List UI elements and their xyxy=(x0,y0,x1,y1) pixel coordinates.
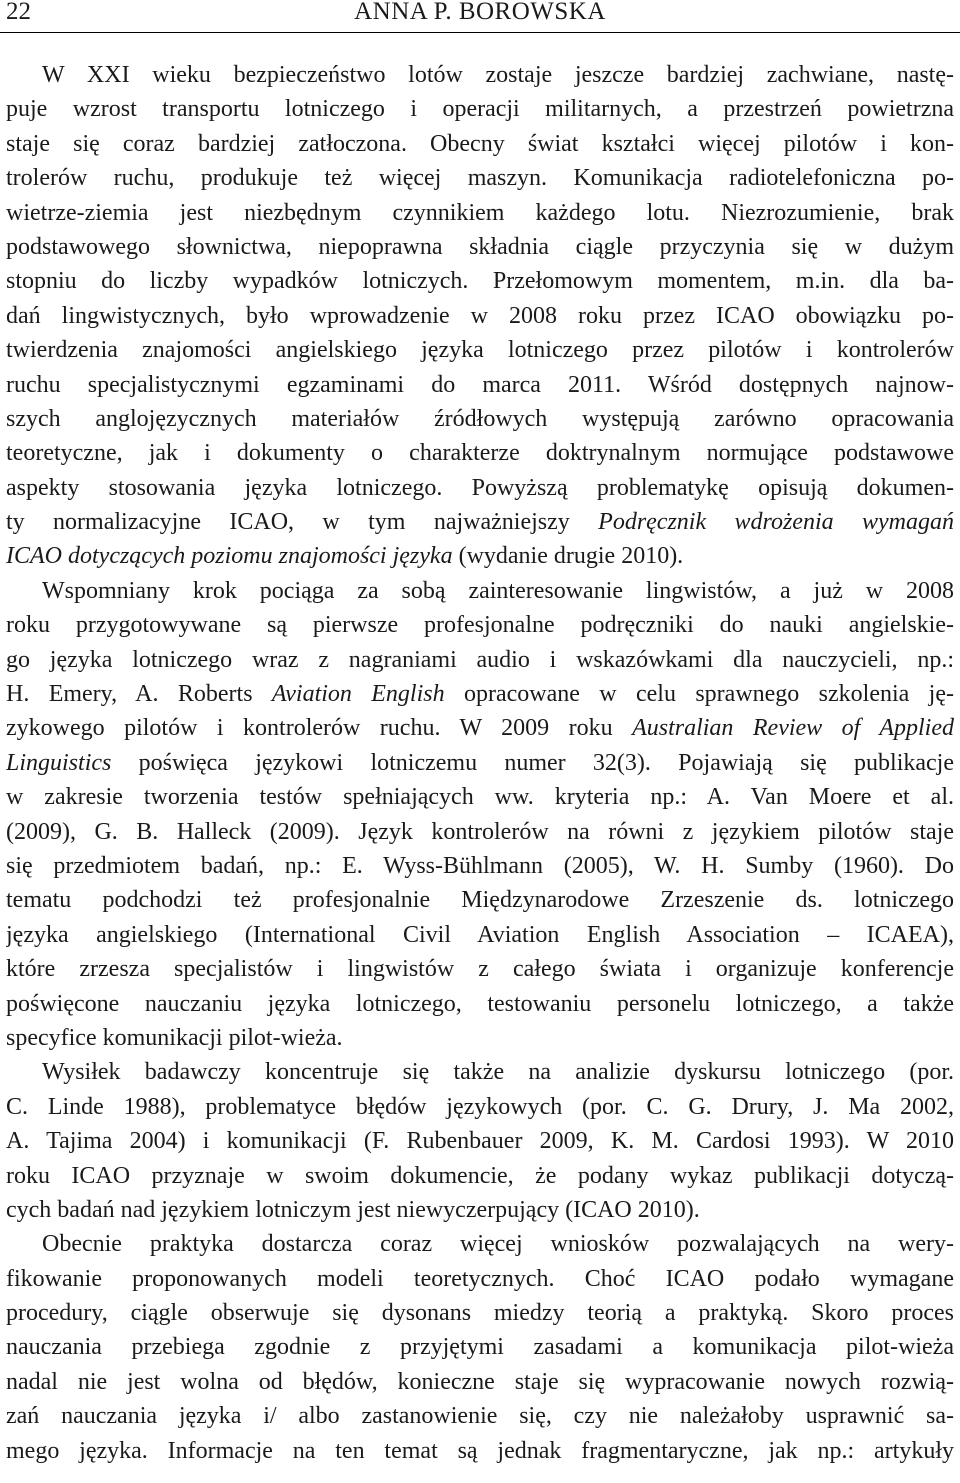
text-line xyxy=(6,608,954,642)
text-line xyxy=(6,92,954,126)
text-line xyxy=(6,677,954,711)
text-line xyxy=(6,883,954,917)
text-span: tematu podchodzi też profesjonalnie Międzynarodowe Zrzeszenie ds. lotniczego xyxy=(6,887,954,914)
text-line xyxy=(6,127,954,161)
italic-title: Australian Review of Applied xyxy=(632,715,954,742)
text-line xyxy=(6,1090,954,1124)
text-line xyxy=(6,1434,954,1468)
text-line xyxy=(6,643,954,677)
body-text xyxy=(6,58,954,1468)
text-line xyxy=(6,1399,954,1433)
text-line xyxy=(6,436,954,470)
text-span: mego języka. Informacje na ten temat są jednak fragmentaryczne, jak np.: artykuły xyxy=(6,1437,954,1464)
page-number: 22 xyxy=(6,0,31,25)
text-span: puje wzrost transportu lotniczego i operacji militarnych, a przestrzeń powietrzna xyxy=(6,96,954,123)
text-line xyxy=(6,368,954,402)
text-line xyxy=(6,58,954,92)
text-span: twierdzenia znajomości angielskiego języka lotniczego przez pilotów i kontrolerów xyxy=(6,337,954,364)
text-span: dań lingwistycznych, było wprowadzenie w 2008 roku przez ICAO obowiązku po- xyxy=(6,302,954,329)
text-line xyxy=(6,1124,954,1158)
text-line xyxy=(6,1227,954,1261)
italic-title: Podręcznik wdrożenia wymagań xyxy=(598,509,954,536)
text-line xyxy=(6,539,954,573)
text-line xyxy=(6,1021,954,1055)
text-span: w zakresie tworzenia testów spełniających ww. kryteria np.: A. Van Moere et al. xyxy=(6,784,954,811)
text-span: opracowane w celu sprawnego szkolenia ję- xyxy=(444,681,954,708)
text-span: procedury, ciągle obserwuje się dysonans miedzy teorią a praktyką. Skoro proces xyxy=(6,1300,954,1327)
text-line xyxy=(6,196,954,230)
text-line xyxy=(6,918,954,952)
text-span: roku przygotowywane są pierwsze profesjonalne podręczniki do nauki angielskie- xyxy=(6,612,954,639)
text-span: roku ICAO przyznaje w swoim dokumencie, że podany wykaz publikacji dotyczą- xyxy=(6,1162,954,1189)
text-span: Wysiłek badawczy koncentruje się także na analizie dyskursu lotniczego (por. xyxy=(42,1059,954,1086)
text-span: H. Emery, A. Roberts xyxy=(6,681,272,708)
text-line xyxy=(6,505,954,539)
text-line xyxy=(6,1159,954,1193)
text-span: aspekty stosowania języka lotniczego. Powyższą problematykę opisują dokumen- xyxy=(6,474,954,501)
text-line xyxy=(6,333,954,367)
text-line xyxy=(6,746,954,780)
text-span: W XXI wieku bezpieczeństwo lotów zostaje jeszcze bardziej zachwiane, nastę- xyxy=(42,62,954,88)
text-line xyxy=(6,815,954,849)
text-span: A. Tajima 2004) i komunikacji (F. Rubenbauer 2009, K. M. Cardosi 1993). W 2010 xyxy=(6,1128,954,1155)
italic-title: ICAO dotyczących poziomu znajomości języka xyxy=(6,543,453,570)
text-span: ty normalizacyjne ICAO, w tym najważniejszy xyxy=(6,509,599,536)
text-line xyxy=(6,1262,954,1296)
text-span: (wydanie drugie 2010). xyxy=(452,543,684,570)
text-line xyxy=(6,1296,954,1330)
text-span: podstawowego słownictwa, niepoprawna składnia ciągle przyczynia się w dużym xyxy=(6,233,954,260)
text-span: cych badań nad językiem lotniczym jest niewyczerpujący (ICAO 2010). xyxy=(6,1196,700,1223)
text-line xyxy=(6,780,954,814)
page-header xyxy=(0,0,960,33)
text-line xyxy=(6,1365,954,1399)
text-span: nadal nie jest wolna od błędów, konieczne staje się wypracowanie nowych rozwią- xyxy=(6,1368,954,1395)
text-line xyxy=(6,1330,954,1364)
text-span: się przedmiotem badań, np.: E. Wyss-Bühlmann (2005), W. H. Sumby (1960). Do xyxy=(6,852,954,879)
text-line xyxy=(6,849,954,883)
text-span: języka angielskiego (International Civil Aviation English Association – ICAEA), xyxy=(6,921,954,948)
text-span: stopniu do liczby wypadków lotniczych. Przełomowym momentem, m.in. dla ba- xyxy=(6,268,954,295)
text-span: (2009), G. B. Halleck (2009). Język kontrolerów na równi z językiem pilotów staje xyxy=(6,818,954,845)
text-span: nauczania przebiega zgodnie z przyjętymi zasadami a komunikacja pilot-wieża xyxy=(6,1334,954,1361)
running-head: ANNA P. BOROWSKA xyxy=(354,0,606,25)
text-span: szych anglojęzycznych materiałów źródłowych występują zarówno opracowania xyxy=(6,405,954,432)
text-span: które zrzesza specjalistów i lingwistów z całego świata i organizuje konferencje xyxy=(6,956,954,983)
text-line xyxy=(6,402,954,436)
italic-title: Aviation English xyxy=(271,681,445,708)
italic-title: Linguistics xyxy=(6,749,112,776)
text-span: C. Linde 1988), problematyce błędów językowych (por. C. G. Drury, J. Ma 2002, xyxy=(6,1093,954,1120)
text-line xyxy=(6,299,954,333)
text-line xyxy=(6,264,954,298)
text-span: zykowego pilotów i kontrolerów ruchu. W 2009 roku xyxy=(6,715,633,742)
text-span: wietrze-ziemia jest niezbędnym czynnikiem każdego lotu. Niezrozumienie, brak xyxy=(6,199,954,226)
text-line xyxy=(6,471,954,505)
text-span: Wspomniany krok pociąga za sobą zainteresowanie lingwistów, a już w 2008 xyxy=(42,577,954,604)
text-span: specyfice komunikacji pilot-wieża. xyxy=(6,1024,343,1051)
text-line xyxy=(6,161,954,195)
text-span: Obecnie praktyka dostarcza coraz więcej wniosków pozwalających na wery- xyxy=(42,1231,954,1258)
text-line xyxy=(6,987,954,1021)
text-span: staje się coraz bardziej zatłoczona. Obecny świat kształci więcej pilotów i kon- xyxy=(6,130,954,157)
text-span: zań nauczania języka i/ albo zastanowienie się, czy nie należałoby usprawnić sa- xyxy=(6,1403,954,1430)
text-span: poświęcone nauczaniu języka lotniczego, testowaniu personelu lotniczego, a także xyxy=(6,990,954,1017)
text-span: ruchu specjalistycznymi egzaminami do marca 2011. Wśród dostępnych najnow- xyxy=(6,371,954,398)
text-span: teoretyczne, jak i dokumenty o charakterze doktrynalnym normujące podstawowe xyxy=(6,440,954,467)
text-line xyxy=(6,1193,954,1227)
text-span: trolerów ruchu, produkuje też więcej maszyn. Komunikacja radiotelefoniczna po- xyxy=(6,165,954,192)
text-line xyxy=(6,711,954,745)
text-line xyxy=(6,1055,954,1089)
text-line xyxy=(6,230,954,264)
text-span: poświęca językowi lotniczemu numer 32(3). Pojawiają się publikacje xyxy=(111,749,954,776)
text-line xyxy=(6,574,954,608)
text-span: fikowanie proponowanych modeli teoretycznych. Choć ICAO podało wymagane xyxy=(6,1265,954,1292)
text-line xyxy=(6,952,954,986)
text-span: go języka lotniczego wraz z nagraniami audio i wskazówkami dla nauczycieli, np.: xyxy=(6,646,954,673)
